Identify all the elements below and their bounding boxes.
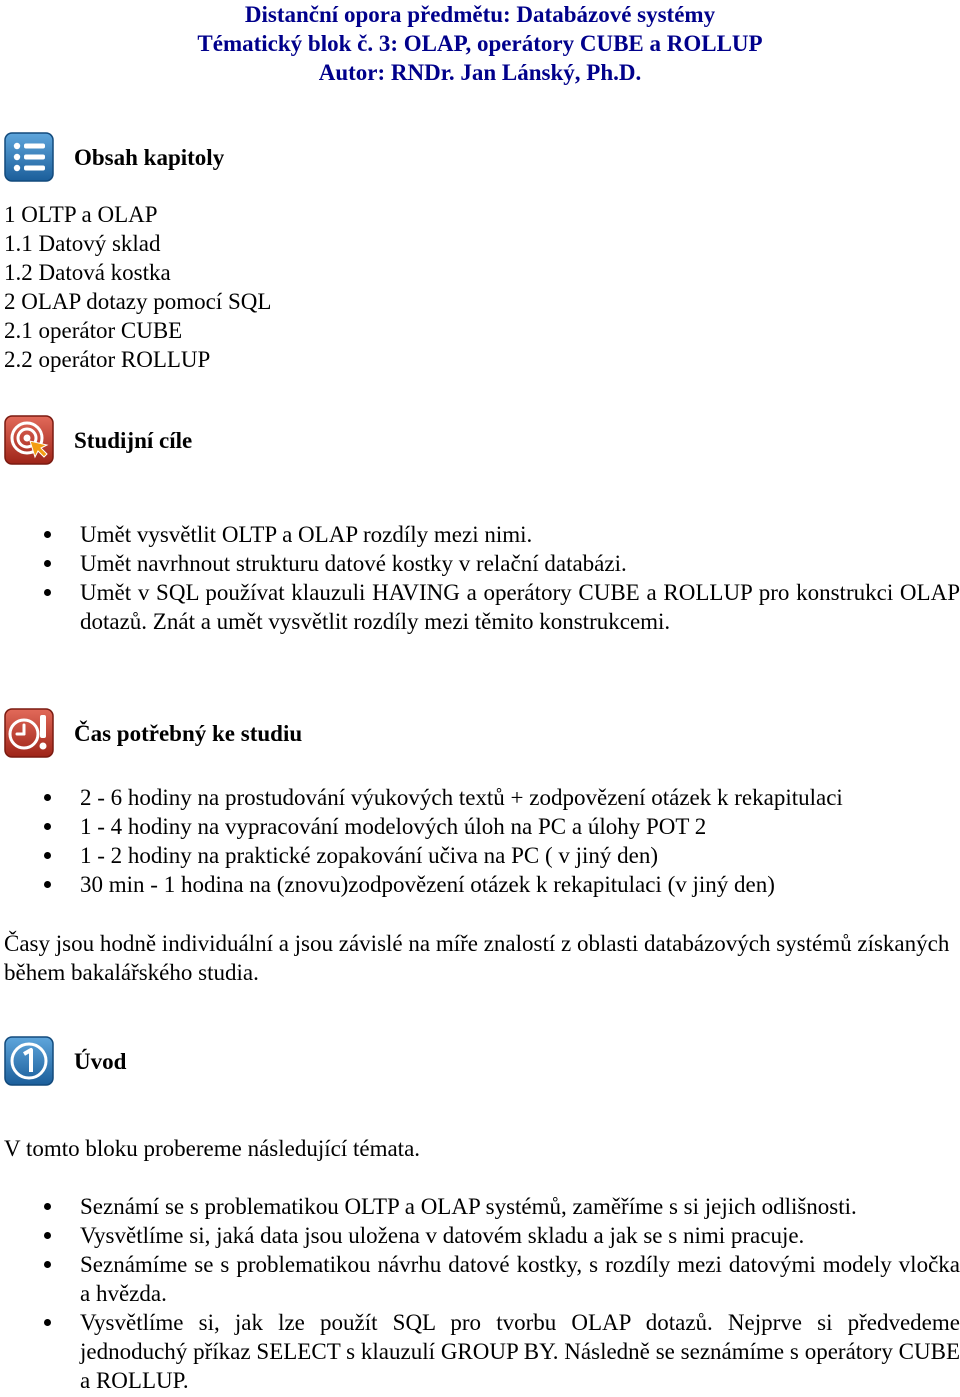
time-item: 1 - 4 hodiny na vypracování modelových úloh na PC a úlohy POT 2 xyxy=(0,812,960,841)
header-author: Autor: RNDr. Jan Lánský, Ph.D. xyxy=(318,60,642,85)
toc-item: 1.2 Datová kostka xyxy=(4,260,171,285)
goals-list xyxy=(0,520,960,636)
target-icon xyxy=(4,415,54,465)
toc-item: 1.1 Datový sklad xyxy=(4,231,161,256)
intro-item: Seznámíme se s problematikou návrhu datové kostky, s rozdíly mezi datovými modely vločka a hvězda. xyxy=(0,1250,960,1308)
time-heading: Čas potřebný ke studiu xyxy=(74,720,303,746)
toc-item: 2.1 operátor CUBE xyxy=(4,318,183,343)
intro-item: Seznámí se s problematikou OLTP a OLAP systémů, zaměříme s si jejich odlišnosti. xyxy=(0,1192,960,1221)
time-item: 30 min - 1 hodina na (znovu)zodpovězení otázek k rekapitulaci (v jiný den) xyxy=(0,870,960,899)
toc-list xyxy=(4,200,271,374)
intro-lead: V tomto bloku probereme následující témata. xyxy=(4,1136,421,1161)
goal-item: Umět v SQL používat klauzuli HAVING a operátory CUBE a ROLLUP pro konstrukci OLAP dotazů. Znát a umět vysvětlit rozdíly mezi těmito konstrukcemi. xyxy=(0,578,960,636)
toc-section-header xyxy=(4,131,224,183)
time-item: 2 - 6 hodiny na prostudování výukových textů + zodpovězení otázek k rekapitulaci xyxy=(0,783,960,812)
goals-section-header xyxy=(4,414,192,466)
time-section-header xyxy=(4,707,302,759)
header-block-title: Tématický blok č. 3: OLAP, operátory CUBE a ROLLUP xyxy=(197,31,763,56)
toc-item: 1 OLTP a OLAP xyxy=(4,202,158,227)
intro-section-header xyxy=(4,1035,126,1087)
goals-heading: Studijní cíle xyxy=(74,427,193,453)
intro-heading: Úvod xyxy=(74,1048,127,1074)
toc-heading: Obsah kapitoly xyxy=(74,144,225,170)
intro-list xyxy=(0,1192,960,1395)
toc-item: 2.2 operátor ROLLUP xyxy=(4,347,211,372)
goal-item: Umět navrhnout strukturu datové kostky v relační databázi. xyxy=(0,549,960,578)
header-course-title: Distanční opora předmětu: Databázové systémy xyxy=(244,2,716,27)
info-one-icon xyxy=(4,1036,54,1086)
time-list xyxy=(0,783,960,899)
intro-item: Vysvětlíme si, jaká data jsou uložena v datovém skladu a jak se s nimi pracuje. xyxy=(0,1221,960,1250)
intro-item: Vysvětlíme si, jak lze použít SQL pro tvorbu OLAP dotazů. Nejprve si předvedeme jednoduchý příkaz SELECT s klauzulí GROUP BY. Následně se seznámíme s operátory CUBE a ROLLUP. xyxy=(0,1308,960,1395)
goal-item: Umět vysvětlit OLTP a OLAP rozdíly mezi nimi. xyxy=(0,520,960,549)
list-icon xyxy=(4,132,54,182)
clock-alert-icon xyxy=(4,708,54,758)
document-header xyxy=(0,0,960,87)
time-note: Časy jsou hodně individuální a jsou závislé na míře znalostí z oblasti databázových systémů získaných během bakalářského studia. xyxy=(4,931,950,985)
toc-item: 2 OLAP dotazy pomocí SQL xyxy=(4,289,272,314)
time-item: 1 - 2 hodiny na praktické zopakování učiva na PC ( v jiný den) xyxy=(0,841,960,870)
